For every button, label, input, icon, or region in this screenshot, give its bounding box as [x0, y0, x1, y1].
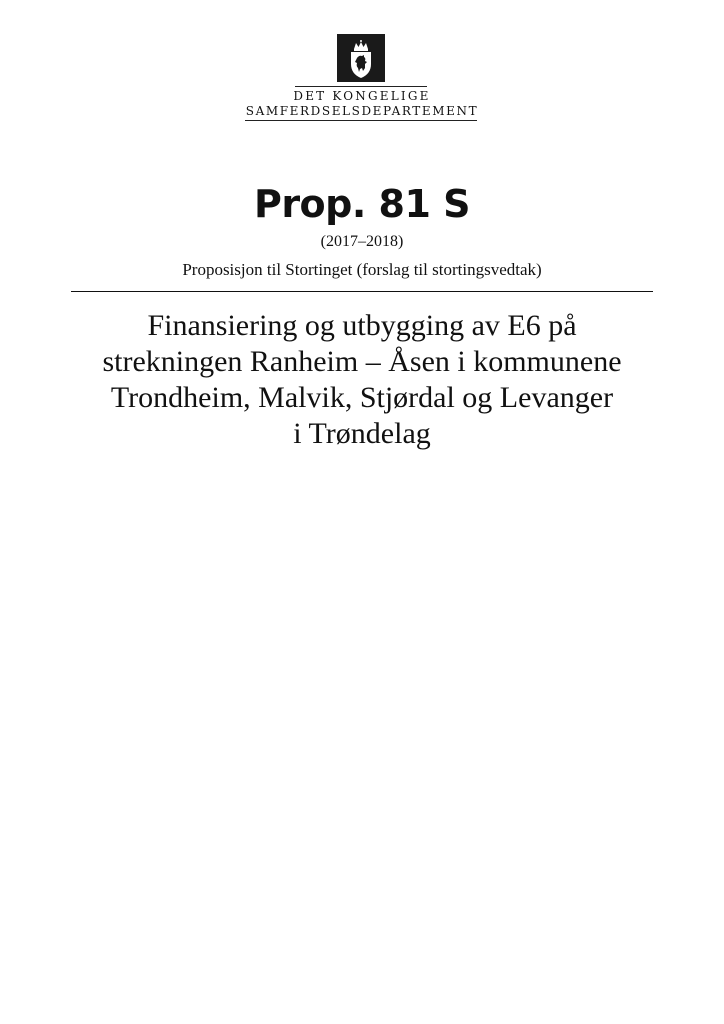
document-title	[60, 308, 664, 452]
coat-of-arms-icon	[337, 34, 385, 82]
department-divider-top	[295, 86, 427, 87]
title-divider	[71, 291, 653, 292]
department-name-line1: DET KONGELIGE	[293, 89, 431, 103]
proposition-subtitle: Proposisjon til Stortinget (forslag til stortingsvedtak)	[182, 260, 542, 279]
document-title-line: Trondheim, Malvik, Stjørdal og Levanger	[110, 381, 614, 414]
session-years: (2017–2018)	[320, 233, 404, 250]
proposition-number: Prop. 81 S	[253, 182, 471, 226]
document-title-line: strekningen Ranheim – Åsen i kommunene	[102, 345, 622, 378]
department-name-line2: SAMFERDSELSDEPARTEMENT	[245, 104, 479, 118]
document-title-line: i Trøndelag	[293, 417, 431, 450]
document-title-line: Finansiering og utbygging av E6 på	[147, 309, 577, 342]
department-divider-bottom	[245, 120, 477, 121]
